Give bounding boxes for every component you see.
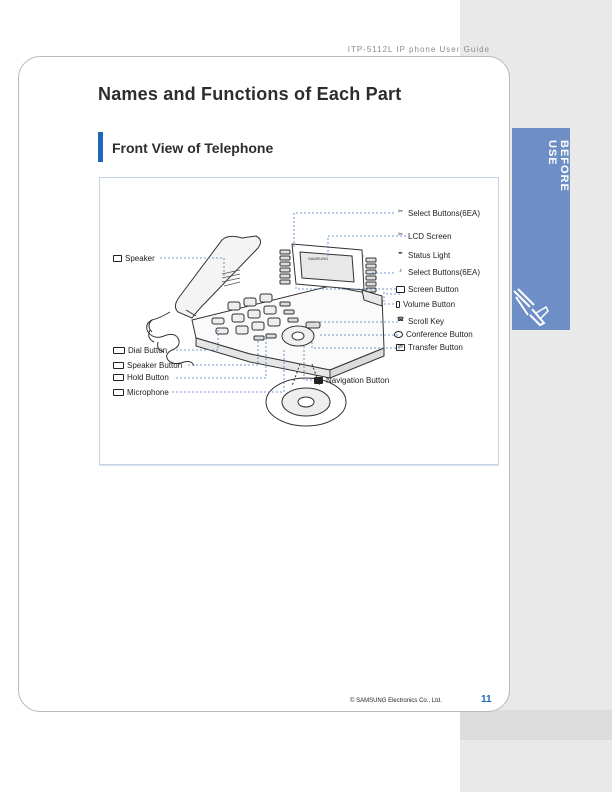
- label-select-buttons-right: ♪ Select Buttons(6EA): [396, 268, 480, 277]
- scissors-icon: ✂: [397, 209, 404, 215]
- label-hold-button: Hold Button: [113, 373, 169, 382]
- label-dial-button: Dial Button: [113, 346, 167, 355]
- label-speaker-button: Speaker Button: [113, 361, 182, 370]
- label-speaker: Speaker: [113, 254, 155, 263]
- page-number: 11: [481, 694, 492, 705]
- hand-icon: [113, 374, 124, 381]
- page-title: Names and Functions of Each Part: [98, 84, 402, 104]
- label-scroll-key: ☎ Scroll Key: [396, 317, 445, 326]
- bell-icon: ♪: [399, 268, 402, 274]
- writing-hand-icon: [510, 285, 550, 329]
- label-navigation-button: Navigation Button: [314, 376, 389, 385]
- scissors-icon: ✂: [397, 232, 404, 238]
- label-conference-button: Conference Button: [394, 330, 473, 339]
- label-transfer-button: ✉ Transfer Button: [397, 343, 463, 352]
- section-tab-label: BEFORE USE: [546, 140, 570, 192]
- copyright: © SAMSUNG Electronics Co., Ltd.: [350, 698, 442, 704]
- envelope-icon: ✉: [397, 344, 404, 350]
- label-status-light: ✒ Status Light: [397, 251, 451, 260]
- printer-icon: [113, 389, 124, 396]
- label-lcd-screen: ✂ LCD Screen: [397, 232, 452, 241]
- guide-title: ITP-5112L IP phone User Guide: [347, 45, 490, 54]
- clock-icon: [394, 331, 403, 338]
- label-screen-button: Screen Button: [396, 285, 459, 294]
- folder-icon: [113, 255, 122, 262]
- pen-icon: ✒: [397, 251, 404, 257]
- subtitle-bar: [98, 132, 103, 162]
- pencil-icon: [396, 301, 400, 308]
- telephone-icon: ☎: [396, 317, 405, 323]
- book-icon: [396, 286, 405, 293]
- phone-brand-text: SAMSUNG: [308, 256, 329, 261]
- label-volume-button: Volume Button: [396, 300, 455, 309]
- label-select-buttons-top: ✂ Select Buttons(6EA): [397, 209, 481, 218]
- mailbox-icon: [113, 362, 124, 369]
- side-strip-bottom: [460, 710, 612, 740]
- keypad-icon: [113, 347, 125, 354]
- tape-icon: [314, 377, 323, 384]
- subtitle: Front View of Telephone: [112, 140, 274, 156]
- label-microphone: Microphone: [113, 388, 169, 397]
